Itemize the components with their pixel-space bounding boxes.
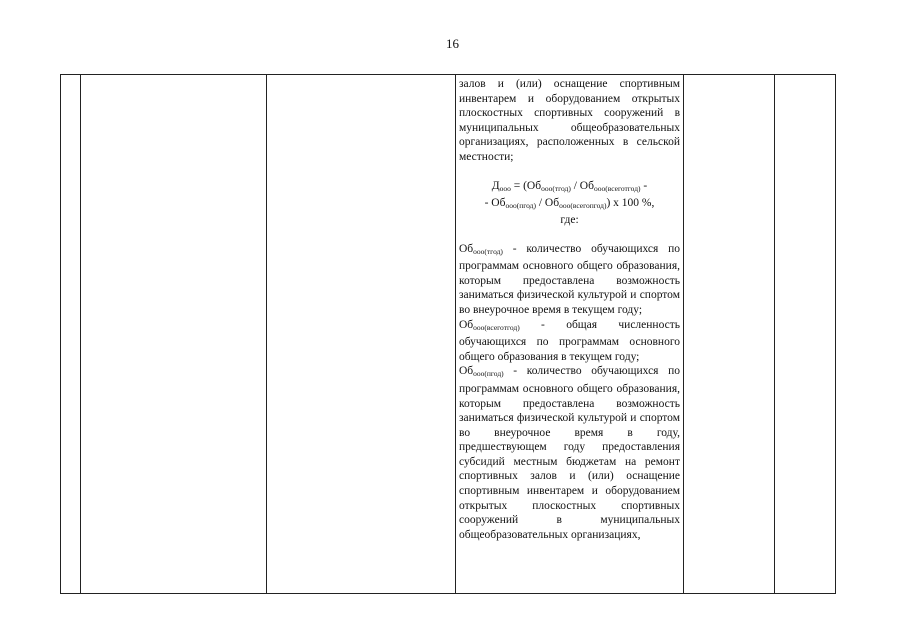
intro-text: залов и (или) оснащение спортивным инвентарем и оборудованием открытых плоскостных спортивных сооружений в муниципальных общеобразовательных организациях, расположенных в сельской местности; bbox=[459, 78, 680, 163]
formula-where: где: bbox=[560, 213, 579, 226]
formula-line-2: - $Об_{ооо(пгод)} / Об_{ооо(всегопгод)}$) x 100 %, bbox=[484, 196, 655, 210]
definition-1: $Об_{ооо(тгод)}$ - количество обучающихся по программам основного общего образования, которым предоставлена возможность заниматься физической культурой и спортом во внеурочное время в текущем году; bbox=[459, 242, 680, 316]
cell-empty-5 bbox=[684, 75, 775, 594]
formula bbox=[459, 179, 680, 228]
cell-empty-3 bbox=[267, 75, 456, 594]
cell-name bbox=[81, 75, 267, 594]
cell-indicator-description bbox=[456, 75, 684, 594]
table-row bbox=[61, 75, 836, 594]
document-table bbox=[60, 74, 836, 594]
page-number: 16 bbox=[446, 36, 459, 51]
definition-2: $Об_{ооо(всеготгод)}$ - общая численность обучающихся по программам основного общего образования в текущем году; bbox=[459, 318, 680, 363]
formula-line-1: $Д_{ооо} = (Об_{ооо(тгод)} / Об_{ооо(всеготгод)}$ - bbox=[491, 179, 648, 193]
cell-empty-6 bbox=[775, 75, 836, 594]
definition-3: $Об_{ооо(пгод)}$ - количество обучающихся по программам основного общего образования, которым предоставлена возможность заниматься физической культурой и спортом во внеурочное время в году, предшествующем году предоставления субсидий местным бюджетам на ремонт спортивных залов и (или) оснащение спортивным инвентарем и оборудованием открытых плоскостных спортивных сооружений в муниципальных общеобразовательных организациях, bbox=[459, 365, 680, 541]
cell-number bbox=[61, 75, 81, 594]
